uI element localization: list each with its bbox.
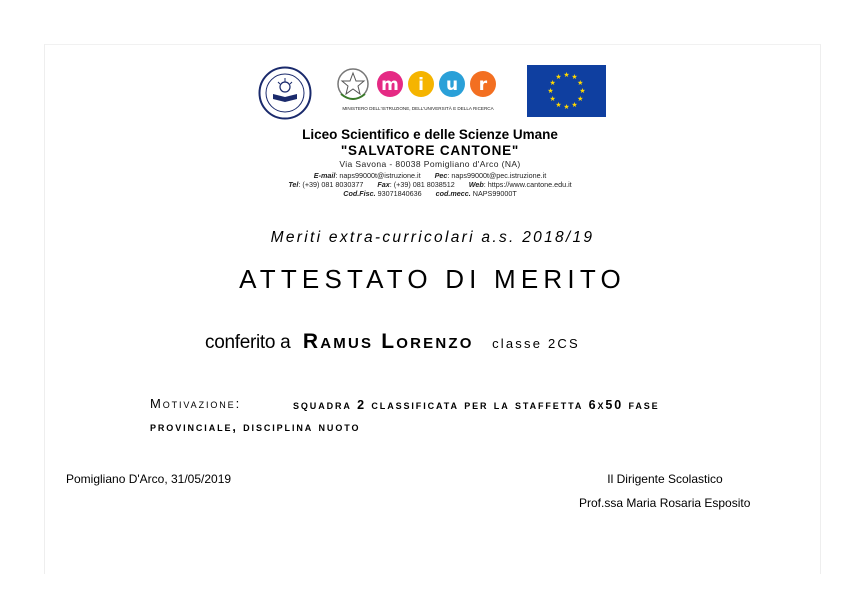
fax-value: : (+39) 081 8038512 (389, 180, 455, 189)
svg-text:m: m (381, 75, 399, 95)
school-title: "SALVATORE CANTONE" (340, 143, 520, 158)
web-value: : https://www.cantone.edu.it (483, 180, 572, 189)
pec-value: : naps99000t@pec.istruzione.it (447, 171, 547, 180)
motivazione-label: Motivazione: (150, 396, 242, 411)
svg-text:★: ★ (547, 87, 554, 95)
codmecc-value: NAPS99000T (470, 189, 517, 198)
svg-text:★: ★ (579, 87, 586, 95)
miur-logo (335, 64, 501, 116)
contact-phone-line (150, 180, 710, 189)
eu-flag-logo (527, 65, 606, 117)
certificate-subtitle: Meriti extra-curricolari a.s. 2018/19 (270, 229, 595, 246)
miur-caption: MINISTERO DELL'ISTRUZIONE, DELL'UNIVERSITÀ E DELLA RICERCA (342, 106, 494, 111)
student-class: classe 2CS (492, 336, 580, 351)
contact-email-line (150, 171, 710, 180)
svg-text:u: u (445, 75, 459, 95)
contact-codes-line (150, 189, 710, 198)
web-label: Web (468, 180, 484, 189)
page-frame (44, 44, 821, 574)
svg-text:★: ★ (555, 73, 562, 82)
tel-label: Tel (288, 180, 299, 189)
email-value: : naps99000t@istruzione.it (335, 171, 421, 180)
svg-text:★: ★ (577, 95, 584, 103)
svg-text:★: ★ (555, 100, 562, 109)
codfisc-label: Cod.Fisc. (343, 189, 376, 198)
svg-text:r: r (478, 75, 488, 95)
tel-value: : (+39) 081 8030377 (298, 180, 364, 189)
svg-text:★: ★ (563, 103, 570, 111)
email-label: E-mail (313, 171, 336, 180)
svg-text:★: ★ (549, 95, 556, 103)
codfisc-value: 93071840636 (375, 189, 422, 198)
certificate-title: ATTESTATO DI MERITO (239, 264, 626, 294)
svg-text:★: ★ (571, 73, 578, 82)
student-name: Ramus Lorenzo (302, 330, 474, 353)
recipient-line (205, 330, 580, 354)
motivazione-text: squadra 2 classificata per la staffetta 6x50 fase provinciale, disciplina nuoto (150, 398, 660, 434)
school-name: Liceo Scientifico e delle Scienze Umane (302, 127, 558, 142)
svg-text:★: ★ (563, 71, 570, 79)
school-seal-logo (258, 66, 312, 120)
svg-text:★: ★ (577, 79, 584, 87)
codmecc-label: cod.mecc. (435, 189, 471, 198)
conferito-label: conferito a (205, 332, 291, 353)
pec-label: Pec (434, 171, 448, 180)
svg-text:i: i (418, 75, 424, 95)
svg-text:★: ★ (571, 100, 578, 109)
place-date: Pomigliano D'Arco, 31/05/2019 (66, 472, 232, 486)
school-address: Via Savona - 80038 Pomigliano d'Arco (NA) (339, 159, 521, 169)
dirigente-title: Il Dirigente Scolastico (607, 472, 723, 486)
dirigente-name: Prof.ssa Maria Rosaria Esposito (579, 496, 751, 510)
fax-label: Fax (377, 180, 390, 189)
svg-text:★: ★ (549, 79, 556, 87)
